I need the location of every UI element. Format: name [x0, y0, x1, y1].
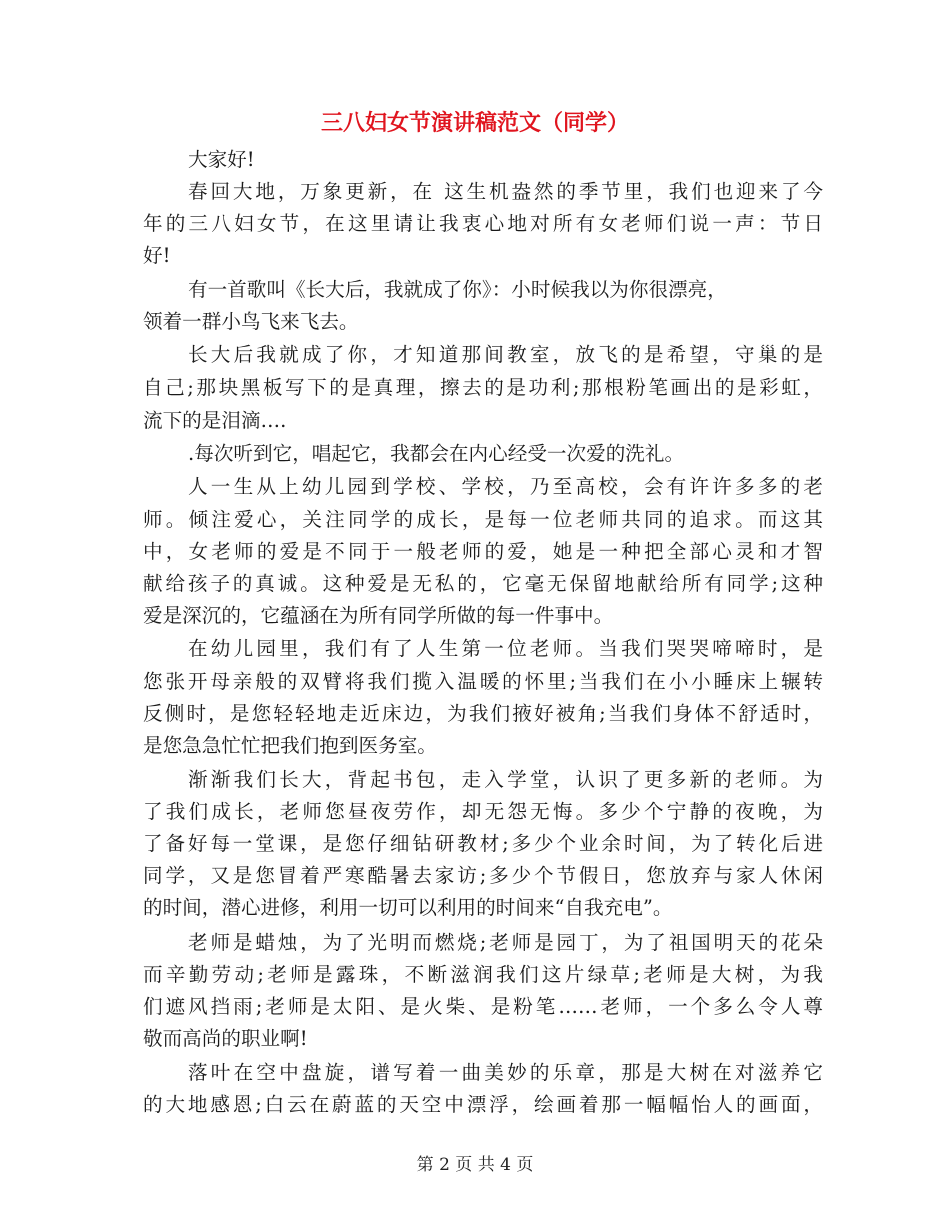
text-line: 师。倾注爱心，关注同学的成长，是每一位老师共同的追求。而这其: [143, 508, 823, 531]
text-line: 们遮风挡雨;老师是太阳、是火柴、是粉笔……老师，一个多么令人尊: [143, 995, 823, 1018]
text-line: 落叶在空中盘旋，谱写着一曲美妙的乐章，那是大树在对滋养它: [188, 1061, 823, 1084]
text-line: 爱是深沉的，它蕴涵在为所有同学所做的每一件事中。: [143, 604, 614, 627]
text-line: 领着一群小鸟飞来飞去。: [143, 310, 359, 333]
text-line: 而辛勤劳动;老师是露珠，不断滋润我们这片绿草;老师是大树，为我: [143, 963, 823, 986]
text-line: 在幼儿园里，我们有了人生第一位老师。当我们哭哭啼啼时，是: [188, 637, 823, 660]
text-line: 献给孩子的真诚。这种爱是无私的，它毫无保留地献给所有同学;这种: [143, 572, 823, 595]
text-line: 渐渐我们长大，背起书包，走入学堂，认识了更多新的老师。为: [188, 768, 823, 791]
text-line: 好!: [143, 244, 171, 267]
text-line: 有一首歌叫《长大后，我就成了你》：小时候我以为你很漂亮，: [188, 278, 727, 301]
text-line: 是您急急忙忙把我们抱到医务室。: [143, 734, 437, 757]
text-line: 长大后我就成了你，才知道那间教室，放飞的是希望，守巢的是: [188, 343, 823, 366]
text-line: 的大地感恩;白云在蔚蓝的天空中漂浮，绘画着那一幅幅怡人的画面，: [143, 1093, 823, 1116]
text-line: 老师是蜡烛，为了光明而燃烧;老师是园丁，为了祖国明天的花朵: [188, 931, 823, 954]
text-line: 年的三八妇女节，在这里请让我衷心地对所有女老师们说一声：节日: [143, 212, 823, 235]
text-line: 人一生从上幼儿园到学校、学校，乃至高校，会有许许多多的老: [188, 475, 823, 498]
text-line: 敬而高尚的职业啊!: [143, 1027, 308, 1050]
text-line: 反侧时，是您轻轻地走近床边，为我们掖好被角;当我们身体不舒适时，: [143, 702, 823, 725]
page-footer: 第 2 页 共 4 页: [416, 1155, 534, 1175]
text-line: 自己;那块黑板写下的是真理，擦去的是功利;那根粉笔画出的是彩虹，: [143, 376, 823, 399]
text-line: 流下的是泪滴….: [143, 409, 287, 432]
text-line: 同学，又是您冒着严寒酷暑去家访;多少个节假日，您放弃与家人休闲: [143, 864, 823, 887]
text-line: 大家好!: [188, 148, 255, 171]
text-line: 您张开母亲般的双臂将我们揽入温暖的怀里;当我们在小小睡床上辗转: [143, 670, 823, 693]
text-line: 的时间，潜心进修，利用一切可以利用的时间来“自我充电”。: [143, 896, 673, 919]
text-line: 了备好每一堂课，是您仔细钻研教材;多少个业余时间，为了转化后进: [143, 832, 823, 855]
text-line: 春回大地，万象更新，在 这生机盎然的季节里，我们也迎来了今: [188, 180, 823, 203]
text-line: .每次听到它，唱起它，我都会在内心经受一次爱的洗礼。: [188, 442, 685, 465]
text-line: 中，女老师的爱是不同于一般老师的爱，她是一种把全部心灵和才智: [143, 540, 823, 563]
document-title: 三八妇女节演讲稿范文（同学）: [320, 111, 629, 136]
text-line: 了我们成长，老师您昼夜劳作，却无怨无悔。多少个宁静的夜晚，为: [143, 800, 823, 823]
